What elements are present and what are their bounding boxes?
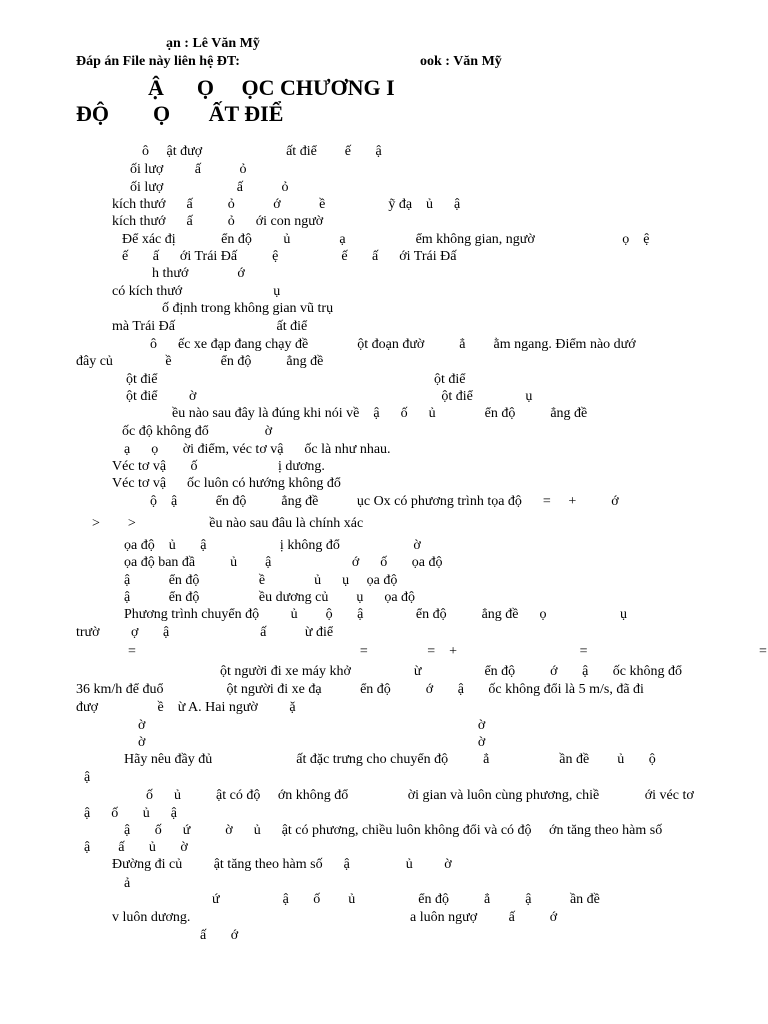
text-line: ậ ố ứ ờ ủ ật có phương, chiều luôn không đổi và có độ ớn tăng theo hàm số <box>124 823 663 838</box>
text-line: ố định trong không gian vũ trụ <box>162 301 334 316</box>
header-contact-right: ook : Văn Mỹ <box>420 54 502 69</box>
text-line: ối lượ ấ ỏ <box>130 162 247 177</box>
text-line: ố ủ ật có độ ớn không đổ ời gian và luôn cùng phương, chiề ới véc tơ <box>146 788 694 803</box>
text-line: ột điể ờ ột điể ụ <box>126 389 533 404</box>
text-line: ộ ậ ển độ ẳng đề ục Ox có phương trình tọa độ = + ớ <box>150 494 619 509</box>
text-line: ọa độ ban đầ ủ ậ ớ ố ọa độ <box>124 555 443 570</box>
text-line: ậ ố ủ ậ <box>84 806 177 821</box>
text-line: ậ ển độ ều dương củ ụ ọa độ <box>124 590 416 605</box>
header-author: ạn : Lê Văn Mỹ <box>166 36 260 51</box>
text-line: ậ ấ ủ ờ <box>84 840 188 855</box>
text-line: ọa độ ủ ậ ị không đổ ờ <box>124 538 421 553</box>
text-line: v luôn dương. <box>112 910 191 925</box>
text-line: 36 km/h để đuổ ột người đi xe đạ ển độ ớ ậ ốc không đổi là 5 m/s, đã đi <box>76 682 644 697</box>
text-line: ả <box>124 876 131 891</box>
text-line: ờ ờ <box>138 735 486 750</box>
text-line: ậ ển độ ề ủ ụ ọa độ <box>124 573 398 588</box>
text-line: ế ấ ới Trái Đấ ệ ế ấ ới Trái Đấ <box>122 249 457 264</box>
text-line: ều nào sau đây là đúng khi nói về ậ ố ủ ển độ ẳng đề <box>172 406 588 421</box>
text-line: Véc tơ vậ ố ị dương. <box>112 459 325 474</box>
text-line: a luôn ngượ ấ ớ <box>410 910 558 925</box>
text-line: ô ật đượ ất điể ế ậ <box>142 144 382 159</box>
text-line: ối lượ ấ ỏ <box>130 180 289 195</box>
text-line: ột điể ột điể <box>126 372 466 387</box>
text-line: = = = + = = <box>128 644 767 659</box>
text-line: ứ ậ ố ủ ển độ ẳ ậ ần đề <box>212 892 600 907</box>
text-line: Để xác đị ển độ ủ ạ ểm không gian, ngườ ọ ệ <box>122 232 650 247</box>
text-line: mà Trái Đấ ất điể <box>112 319 308 334</box>
text-line: ấ ớ <box>200 928 239 943</box>
text-line: h thướ ớ <box>152 266 245 281</box>
text-line: ô ếc xe đạp đang chạy đề ột đoạn đườ ẳ ằm ngang. Điểm nào dướ <box>150 337 636 352</box>
text-line: trườ ợ ậ ấ ừ điể <box>76 625 334 640</box>
text-line: > > ều nào sau đâu là chính xác <box>92 516 364 531</box>
text-line: ờ ờ <box>138 718 486 733</box>
text-line: Hãy nêu đầy đủ ất đặc trưng cho chuyển độ ẳ ần đề ủ ộ <box>124 752 656 767</box>
text-line: đây củ ề ển độ ẳng đề <box>76 354 324 369</box>
text-line: có kích thướ ụ <box>112 284 281 299</box>
text-line: ậ <box>84 770 91 785</box>
text-line: kích thướ ấ ỏ ớ ề ỹ đạ ủ ậ <box>112 197 461 212</box>
text-line: ạ ọ ời điểm, véc tơ vậ ốc là như nhau. <box>124 442 391 457</box>
text-line: ốc độ không đổ ờ <box>122 424 273 439</box>
section-title: ĐỘ Ọ ẤT ĐIỂ <box>76 101 284 126</box>
text-line: Véc tơ vậ ốc luôn có hướng không đổ <box>112 476 341 491</box>
page-title: Ậ Ọ ỌC CHƯƠNG I <box>148 75 395 100</box>
text-line: đượ ề ừ A. Hai ngườ ặ <box>76 700 296 715</box>
text-line: kích thướ ấ ỏ ới con ngườ <box>112 214 324 229</box>
text-line: ột người đi xe máy khở ừ ển độ ớ ậ ốc không đổ <box>220 664 683 679</box>
text-line: Phương trình chuyển độ ủ ộ ậ ển độ ẳng đề ọ ụ <box>124 607 628 622</box>
header-contact-left: Đáp án File này liên hệ ĐT: <box>76 54 240 69</box>
text-line: Đường đi củ ật tăng theo hàm số ậ ủ ờ <box>112 857 452 872</box>
